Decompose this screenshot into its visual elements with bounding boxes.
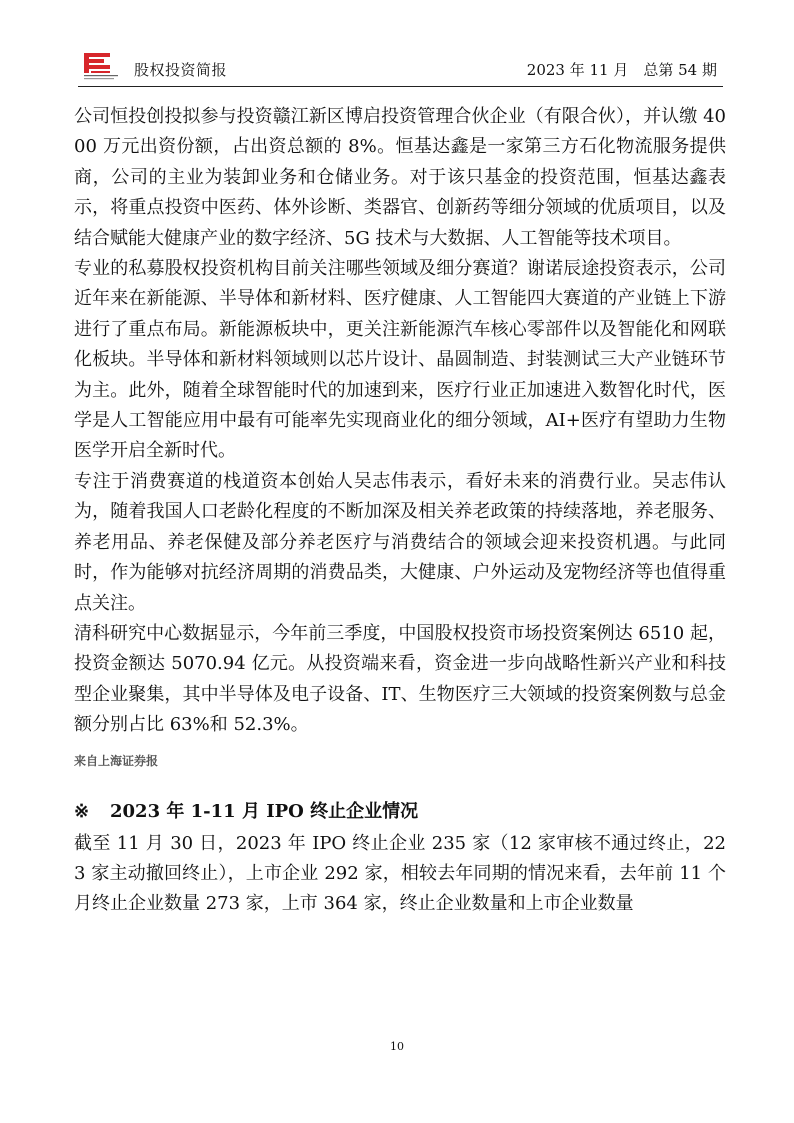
section-heading (74, 797, 726, 827)
header-issue: 2023 年 11 月 总第 54 期 (526, 61, 717, 79)
reference-mark-icon: ※ (74, 800, 90, 822)
article-body (74, 102, 726, 920)
header-title: 股权投资简报 (134, 61, 228, 79)
association-logo-icon (82, 52, 122, 82)
paragraph: 清科研究中心数据显示，今年前三季度，中国股权投资市场投资案例达 6510 起，投资金额达 5070.94 亿元。从投资端来看，资金进一步向战略性新兴产业和科技型企业聚集，其中半导体及电子设备、IT、生物医疗三大领域的投资案例数与总金额分别占比 63%和 52.3%。 (74, 622, 726, 736)
header-divider (78, 86, 723, 87)
paragraph: 公司恒投创投拟参与投资赣江新区博启投资管理合伙企业（有限合伙），并认缴 4000 万元出资份额，占出资总额的 8%。恒基达鑫是一家第三方石化物流服务提供商，公司的主业为装卸业务和仓储业务。对于该只基金的投资范围，恒基达鑫表示，将重点投资中医药、体外诊断、类器官、创新药等细分领域的优质项目，以及结合赋能大健康产业的数字经济、5G 技术与大数据、人工智能等技术项目。 (74, 106, 726, 249)
section-title: 2023 年 1-11 月 IPO 终止企业情况 (110, 800, 419, 822)
page-number: 10 (390, 1040, 404, 1053)
paragraph: 专业的私募股权投资机构目前关注哪些领域及细分赛道？谢诺辰途投资表示，公司近年来在新能源、半导体和新材料、医疗健康、人工智能四大赛道的产业链上下游进行了重点布局。新能源板块中，更关注新能源汽车核心零部件以及智能化和网联化板块。半导体和新材料领域则以芯片设计、晶圆制造、封装测试三大产业链环节为主。此外，随着全球智能时代的加速到来，医疗行业正加速进入数智化时代，医学是人工智能应用中最有可能率先实现商业化的细分领域，AI+医疗有望助力生物医学开启全新时代。 (74, 258, 726, 462)
source-note: 来自上海证券报 (74, 753, 159, 768)
page-header (78, 46, 723, 86)
paragraph: 截至 11 月 30 日，2023 年 IPO 终止企业 235 家（12 家审核不通过终止，223 家主动撤回终止），上市企业 292 家，相较去年同期的情况来看，去年前 11 个月终止企业数量 273 家，上市 364 家，终止企业数量和上市企业数量 (74, 832, 726, 915)
paragraph: 专注于消费赛道的栈道资本创始人吴志伟表示，看好未来的消费行业。吴志伟认为，随着我国人口老龄化程度的不断加深及相关养老政策的持续落地，养老服务、养老用品、养老保健及部分养老医疗与消费结合的领域会迎来投资机遇。与此同时，作为能够对抗经济周期的消费品类，大健康、户外运动及宠物经济等也值得重点关注。 (74, 470, 726, 614)
